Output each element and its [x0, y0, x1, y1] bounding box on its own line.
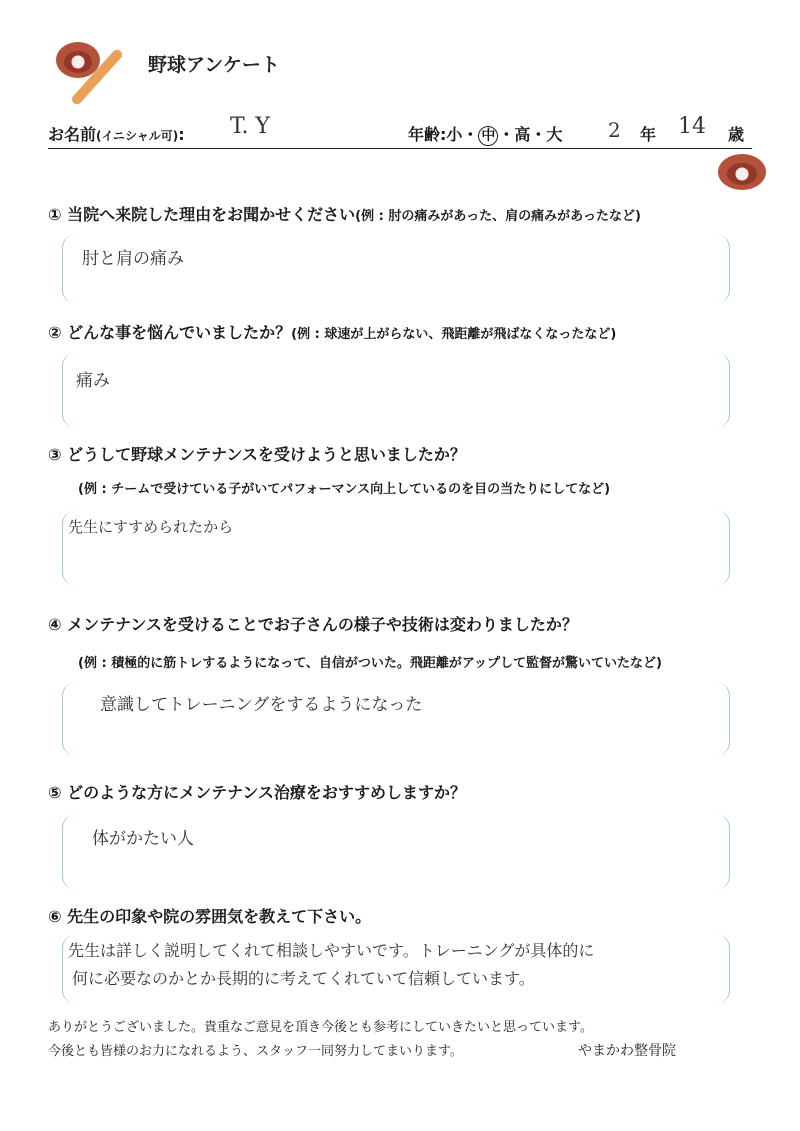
baseball-glove-icon [716, 152, 768, 192]
page-title: 野球アンケート [148, 54, 280, 76]
age-value: 14 [678, 114, 706, 139]
question-6: ⑥ 先生の印象や院の雰囲気を教えて下さい。 [48, 907, 372, 926]
closing-line-1: ありがとうございました。貴重なご意見を頂き今後とも参考にしていきたいと思っています。 [48, 1020, 593, 1035]
answer-4: 意識してトレーニングをするようになった [100, 695, 423, 715]
example-3: (例 : チームで受けている子がいてパフォーマンス向上しているのを目の当たりにしてなど) [78, 482, 611, 497]
answer-6-line-1: 先生は詳しく説明してくれて相談しやすいです。トレーニングが具体的に [68, 941, 595, 960]
question-1: ① 当院へ来院した理由をお聞かせください(例 : 肘の痛みがあった、肩の痛みがあったなど) [48, 205, 641, 224]
answer-1: 肘と肩の痛み [82, 249, 184, 269]
closing-line-2: 今後とも皆様のお力になれるよう、スタッフ一同努力してまいります。 [48, 1044, 463, 1059]
answer-3: 先生にすすめられたから [68, 518, 234, 536]
baseball-glove-bat-icon [48, 38, 132, 110]
example-4: (例 : 積極的に筋トレするようになって、自信がついた。飛距離がアップして監督が驚いていたなど) [78, 656, 662, 671]
age-unit: 歳 [728, 125, 745, 144]
answer-2: 痛み [76, 371, 110, 391]
name-label: お名前(イニシャル可): [48, 125, 185, 144]
circled-school-mark: 中 [478, 126, 498, 146]
answer-5: 体がかたい人 [92, 829, 194, 849]
name-row-underline [48, 148, 752, 149]
question-3: ③ どうして野球メンテナンスを受けようと思いましたか？ [48, 445, 466, 464]
question-5: ⑤ どのような方にメンテナンス治療をおすすめしますか？ [48, 783, 466, 802]
grade-value: 2 [608, 118, 621, 142]
clinic-name: やまかわ整骨院 [578, 1043, 676, 1059]
answer-6-line-2: 何に必要なのかとか長期的に考えてくれていて信頼しています。 [72, 969, 535, 988]
answer-box-2 [62, 352, 730, 428]
question-2: ② どんな事を悩んでいましたか？(例 : 球速が上がらない、飛距離が飛ばなくなったなど) [48, 323, 617, 342]
age-school-label: 年齢:小・ 中 ・高・大 [408, 125, 563, 144]
question-4: ④ メンテナンスを受けることでお子さんの様子や技術は変わりましたか？ [48, 615, 578, 634]
grade-unit: 年 [640, 125, 657, 144]
name-value: T. Y [230, 114, 270, 139]
